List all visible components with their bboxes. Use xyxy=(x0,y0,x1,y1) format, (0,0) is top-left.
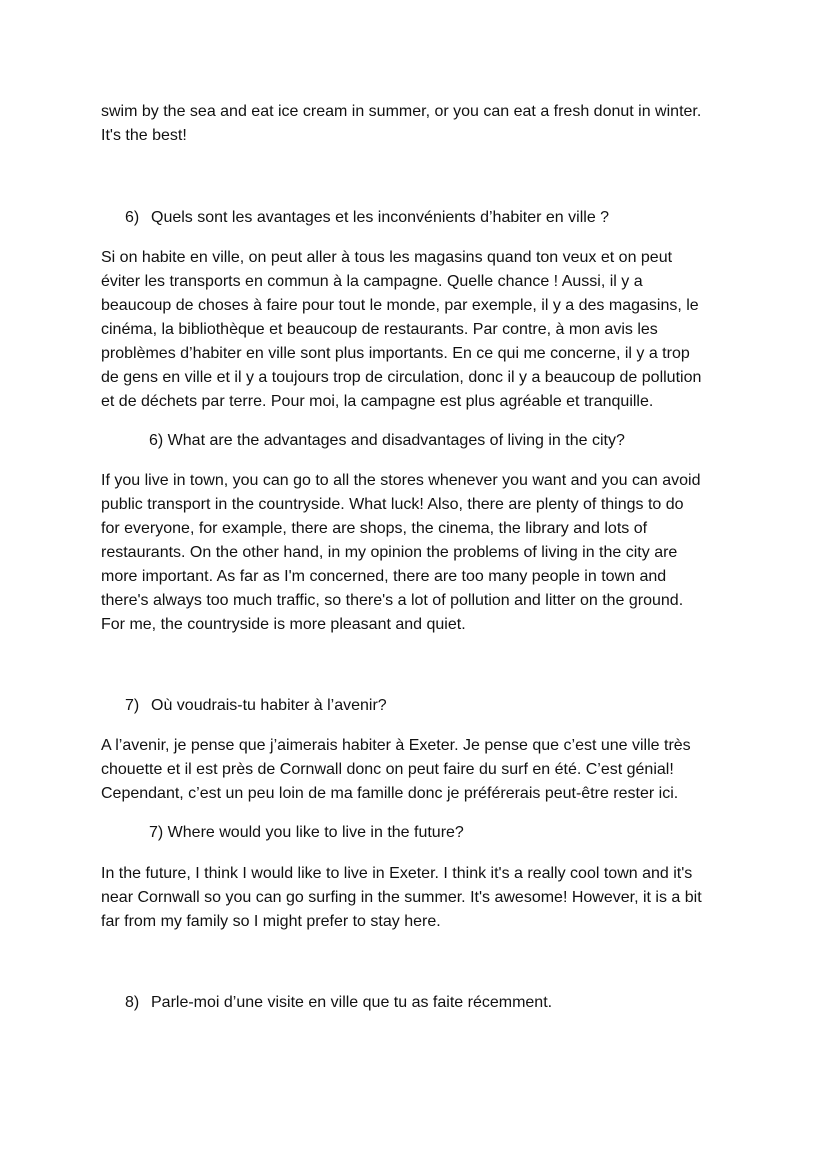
question-6-french xyxy=(125,206,609,230)
answer-6-english xyxy=(101,469,741,637)
question-7-french xyxy=(125,694,387,718)
question-number: 6) xyxy=(125,209,140,226)
question-text: Où voudrais-tu habiter à l’avenir? xyxy=(151,697,387,714)
text-line: For me, the countryside is more pleasant and quiet. xyxy=(101,616,466,633)
text-line: public transport in the countryside. What luck! Also, there are plenty of things to do xyxy=(101,496,684,513)
text-line: swim by the sea and eat ice cream in summer, or you can eat a fresh donut in winter. xyxy=(101,103,702,120)
text-line: restaurants. On the other hand, in my opinion the problems of living in the city are xyxy=(101,544,678,561)
answer-6-french xyxy=(101,246,741,414)
text-line: problèmes d’habiter en ville sont plus importants. En ce qui me concerne, il y a trop xyxy=(101,345,690,362)
paragraph-continuation xyxy=(101,100,741,148)
text-line: Si on habite en ville, on peut aller à tous les magasins quand ton veux et on peut xyxy=(101,249,673,266)
text-line: It's the best! xyxy=(101,127,187,144)
question-text: Parle-moi d’une visite en ville que tu as faite récemment. xyxy=(151,994,553,1011)
text-line: chouette et il est près de Cornwall donc on peut faire du surf en été. C’est génial! xyxy=(101,761,674,778)
question-text: Quels sont les avantages et les inconvénients d’habiter en ville ? xyxy=(151,209,610,226)
text-line: more important. As far as I'm concerned, there are too many people in town and xyxy=(101,568,667,585)
text-line: for everyone, for example, there are shops, the cinema, the library and lots of xyxy=(101,520,648,537)
text-line: A l’avenir, je pense que j’aimerais habiter à Exeter. Je pense que c’est une ville très xyxy=(101,737,691,754)
answer-7-french xyxy=(101,734,741,806)
text-line: far from my family so I might prefer to stay here. xyxy=(101,913,441,930)
question-7-english: 7) Where would you like to live in the future? xyxy=(149,824,464,841)
text-line: near Cornwall so you can go surfing in the summer. It's awesome! However, it is a bit xyxy=(101,889,702,906)
text-line: éviter les transports en commun à la campagne. Quelle chance ! Aussi, il y a xyxy=(101,273,643,290)
text-line: beaucoup de choses à faire pour tout le monde, par exemple, il y a des magasins, le xyxy=(101,297,699,314)
question-number: 7) xyxy=(125,697,140,714)
text-line: de gens en ville et il y a toujours trop de circulation, donc il y a beaucoup de pollution xyxy=(101,369,702,386)
answer-7-english xyxy=(101,862,741,934)
question-6-english: 6) What are the advantages and disadvantages of living in the city? xyxy=(149,432,625,449)
question-number: 8) xyxy=(125,994,140,1011)
text-line: If you live in town, you can go to all the stores whenever you want and you can avoid xyxy=(101,472,701,489)
question-8-french xyxy=(125,991,552,1015)
text-line: et de déchets par terre. Pour moi, la campagne est plus agréable et tranquille. xyxy=(101,393,654,410)
text-line: In the future, I think I would like to live in Exeter. I think it's a really cool town and it's xyxy=(101,865,693,882)
text-line: there's always too much traffic, so there's a lot of pollution and litter on the ground. xyxy=(101,592,684,609)
text-line: cinéma, la bibliothèque et beaucoup de restaurants. Par contre, à mon avis les xyxy=(101,321,658,338)
text-line: Cependant, c’est un peu loin de ma famille donc je préférerais peut-être rester ici. xyxy=(101,785,679,802)
